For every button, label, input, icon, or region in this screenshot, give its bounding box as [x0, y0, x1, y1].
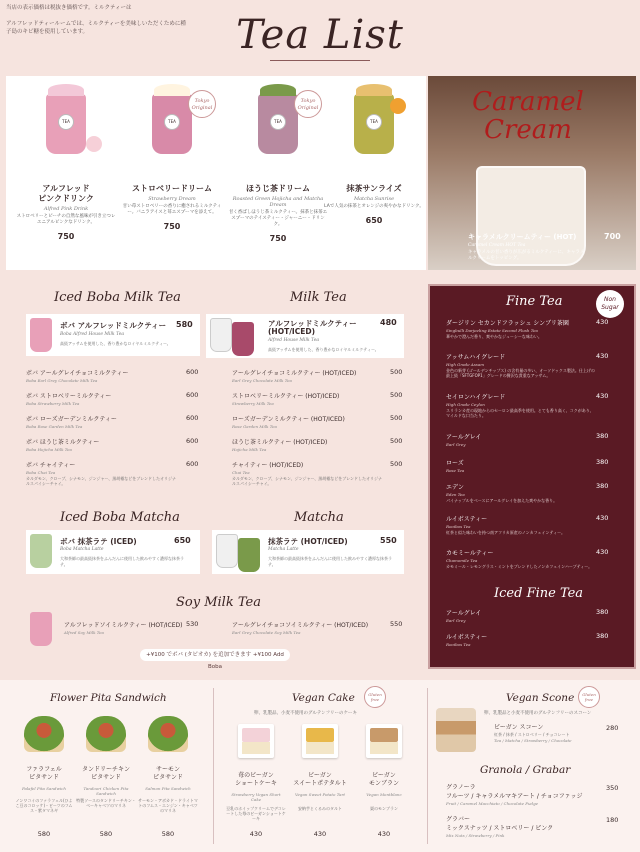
- iced-fine-tea-title: Iced Fine Tea: [494, 586, 584, 601]
- menu-item[interactable]: ほうじ茶ミルクティー (HOT/ICED) Hojicha Milk Tea: [232, 439, 328, 452]
- milk-tea-title: Milk Tea: [290, 290, 347, 305]
- cake-price: 430: [249, 830, 263, 838]
- granola-price: 350: [606, 784, 619, 792]
- featured-en: Alfred House Milk Tea: [268, 338, 320, 343]
- cake-en: Vegan Sweet Potato Tart: [295, 792, 345, 797]
- vegan-scone-title: Vegan Scone: [506, 692, 575, 704]
- fine-tea-item[interactable]: アッサムハイグレード High Grade Assam 金色の新芽 (ゴールデンチップス) の含有量の多い、オーソドックス製法。仕上げの最上級「SFTGFOP1」グレードの贅沢な貴重なアッサム。: [446, 354, 595, 378]
- boba-matcha-featured[interactable]: [26, 530, 200, 574]
- pita-en: Falafel Pita Sandwich: [22, 786, 66, 791]
- iced-boba-matcha-title: Iced Boba Matcha: [60, 510, 180, 525]
- drink-name: ストロベリードリーム: [132, 184, 212, 193]
- gluten-free-badge: Gluten free: [364, 686, 386, 708]
- item-price: 530: [186, 620, 199, 628]
- featured-price: 580: [176, 320, 193, 329]
- item-price: 380: [596, 608, 609, 616]
- pita-name: サーモン ピタサンド: [153, 766, 183, 781]
- soy-milk-title: Soy Milk Tea: [176, 595, 261, 610]
- featured-drink[interactable]: [324, 76, 424, 225]
- drink-cup-image: [30, 318, 52, 352]
- pita-title: Flower Pita Sandwich: [50, 692, 167, 704]
- pita-desc: サーモン・アボカド・ドライトマトのフムス・エンジン・キャベツのマリネ: [138, 798, 198, 813]
- cake-price: 430: [313, 830, 327, 838]
- scone-item[interactable]: ビーガン スコーン 紅茶 / 抹茶 / ストロベリー / チョコレート Tea / Matcha / Strawberry / Chocolate: [494, 724, 572, 743]
- drink-cup-image: [238, 538, 260, 572]
- fine-tea-item[interactable]: アールグレイ Earl Grey: [446, 610, 482, 623]
- menu-item[interactable]: アールグレイチョコソイミルクティー (HOT/ICED) Earl Grey Chocolate Soy Milk Tea: [232, 622, 369, 635]
- cake-image: [238, 724, 274, 758]
- caramel-en: Caramel Cream HOT Tea: [468, 243, 526, 248]
- menu-item[interactable]: アルフレッドソイミルクティー (HOT/ICED) Alfred Soy Milk Tea: [64, 622, 183, 635]
- pita-en: Tandoori Chicken Pita Sandwich: [83, 786, 129, 796]
- item-price: 430: [596, 352, 609, 360]
- drink-desc: ストロベリーとピーチの自然な風味が引き立つレユニアルピンクなドリンク。: [16, 214, 116, 225]
- featured-en: Boba Matcha Latte: [60, 547, 104, 552]
- drink-price: 650: [365, 216, 383, 225]
- vegan-cake-sub: 卵、乳製品、小麦不使用のグルテンフリーのケーキ: [254, 711, 357, 716]
- drink-cup-image: [30, 534, 52, 568]
- drink-cup-image: TEA: [46, 94, 86, 154]
- non-sugar-badge: Non Sugar: [596, 290, 624, 318]
- featured-en: Matcha Latte: [268, 547, 299, 552]
- drink-cup-image: [232, 322, 254, 356]
- drink-en: Matcha Sunrise: [353, 196, 395, 202]
- drink-cup-image: TEA: [152, 94, 192, 154]
- menu-item[interactable]: チャイティー (HOT/ICED) Chai Tea カルダモン、クローブ、シナモン、ジンジャー、黒胡椒などをブレンドしたオリジナルスパイシーチャイ。: [232, 462, 382, 486]
- drink-price: 750: [269, 234, 287, 243]
- drink-cup-image: [210, 318, 232, 352]
- matcha-title: Matcha: [294, 510, 344, 525]
- cake-desc: 栗のモンブラン: [370, 806, 398, 811]
- featured-drink[interactable]: [122, 76, 222, 231]
- featured-drink[interactable]: [16, 76, 116, 241]
- drink-cup-image: [216, 534, 238, 568]
- item-price: 500: [390, 437, 403, 445]
- fine-tea-item[interactable]: ダージリン セカンドフラッシュ シンブリ茶園 Singbulli Darjeeling Estate Second Flush Tea 華やかで澄んだ香り、爽やかなジューシーな味わい。: [446, 320, 569, 339]
- featured-drink[interactable]: [228, 76, 328, 243]
- pita-name: ファラフェル ピタサンド: [26, 766, 62, 781]
- drink-name: ほうじ茶ドリーム: [246, 184, 310, 193]
- iced-boba-title: Iced Boba Milk Tea: [54, 290, 181, 305]
- vegan-cake-column: [214, 680, 426, 852]
- fine-tea-item[interactable]: セイロンハイグレード High Grade Ceylon スリランカ産の現地からのセーロン最高季を使用。とても香り高く、コクがあり、マイルドな口当たり。: [446, 394, 594, 418]
- flower-decoration: [86, 136, 102, 152]
- scone-column: [428, 680, 640, 852]
- fine-tea-title: Fine Tea: [506, 294, 563, 309]
- drink-desc: 甘い苺ストロベリーの香りに癒されるミルクティー。バニラアイスと苺エスプーマを添えて。: [122, 204, 222, 215]
- item-price: 500: [390, 460, 403, 468]
- fine-tea-item[interactable]: ローズ Rose Tea: [446, 460, 465, 473]
- pita-image: [86, 716, 126, 752]
- item-price: 600: [186, 368, 199, 376]
- vegan-scone-sub: 卵、乳製品と小麦不使用のグルテンフリーのスコーン: [484, 711, 592, 716]
- featured-name: ボバ アルフレッドミルクティー: [60, 321, 167, 330]
- pita-en: Salmon Pita Sandwich: [145, 786, 191, 791]
- granola-title: Granola / Grabar: [480, 764, 571, 776]
- fine-tea-panel: [428, 284, 636, 669]
- food-section: [0, 680, 640, 852]
- featured-desc: 高級アッサムを使用した、香り豊かなロイヤルミルクティー。: [268, 347, 379, 352]
- orange-slice-decoration: [390, 98, 406, 114]
- featured-price: 550: [380, 536, 397, 545]
- granola-item[interactable]: グラノーラ フルーツ / キャラメルマキアート / チョコファッジ Fruit / Caramel Macchiato / Chocolate Fudge: [446, 784, 583, 806]
- featured-desc: 高級アッサムを使用した、香り豊かなロイヤルミルクティー。: [60, 341, 171, 346]
- drink-price: 750: [57, 232, 75, 241]
- fine-tea-item[interactable]: ルイボスティー Rooibos Tea: [446, 634, 488, 647]
- pita-desc: 特製ソースのタンドリーチキン・ベーキャベツのマリネ: [76, 798, 136, 808]
- menu-item[interactable]: ボバ ストロベリーミルクティー Boba Strawberry Milk Tea: [26, 393, 112, 406]
- page-title: Tea List: [236, 12, 404, 58]
- cake-en: Strawberry Vegan Short Cake: [231, 792, 281, 802]
- item-price: 500: [390, 368, 403, 376]
- top-note: 当店の表示価格は税抜き価格です。ミルクティーは: [6, 5, 132, 11]
- pita-name: タンドリーチキン ピタサンド: [82, 766, 130, 781]
- item-price: 600: [186, 437, 199, 445]
- tokyo-original-badge: Tokyo Original: [188, 90, 216, 118]
- item-price: 380: [596, 432, 609, 440]
- featured-desc: 大和茶師の最高級抹茶をふんだんに使用した飲みやすく濃厚な抹茶ラテ。: [268, 556, 392, 567]
- caramel-desc: キャラメルの甘い香りが広がるミルクティーに、キャラメルクリームをトッピング。: [468, 250, 585, 261]
- item-price: 380: [596, 458, 609, 466]
- item-price: 430: [596, 514, 609, 522]
- featured-desc: 大和茶師の最高級抹茶をふんだんに使用した飲みやすく濃厚な抹茶ラテ。: [60, 556, 184, 567]
- pita-image: [24, 716, 64, 752]
- item-price: 600: [186, 391, 199, 399]
- iced-boba-featured[interactable]: [26, 314, 200, 356]
- scone-price: 280: [606, 724, 619, 732]
- cake-desc: 安納芋とくるみのタルト: [298, 806, 342, 811]
- featured-name: 抹茶ラテ (HOT/ICED): [268, 537, 348, 546]
- item-price: 380: [596, 482, 609, 490]
- cake-en: Vegan Montblanc: [366, 792, 402, 797]
- add-boba-note: +¥100 でボバ (タピオカ) を追加できます +¥100 Add Boba: [140, 649, 290, 661]
- cake-name: 苺のビーガン ショートケーキ: [235, 772, 277, 787]
- drink-desc: 甘く香ばしほうじ茶ミルクティー。抹茶と抹茶エスプーマのテイスティー・ジャーニー・ドリンク。: [228, 210, 328, 227]
- pita-price: 580: [161, 830, 175, 838]
- drink-en: Strawberry Dream: [148, 196, 196, 202]
- fine-tea-item[interactable]: アールグレイ Earl Grey: [446, 434, 482, 447]
- caramel-price: 700: [604, 232, 621, 241]
- fine-tea-item[interactable]: カモミールティー Chamomile Tea カモミール・レモングラス・ミントをブレンドしたノンカフェインハーブティー。: [446, 550, 593, 569]
- cake-name: ビーガン モンブラン: [368, 772, 399, 787]
- gluten-free-badge: Gluten free: [578, 686, 600, 708]
- drink-desc: LAで人気の抹茶とオレンジの爽やかなドリンク。: [324, 204, 424, 209]
- drink-cup-image: TEA: [258, 94, 298, 154]
- item-price: 550: [390, 620, 403, 628]
- tokyo-original-badge: Tokyo Original: [294, 90, 322, 118]
- featured-name: アルフレッドミルクティー: [268, 319, 357, 328]
- item-price: 500: [390, 414, 403, 422]
- pita-price: 580: [99, 830, 113, 838]
- title-underline: [270, 60, 370, 61]
- matcha-featured[interactable]: [212, 530, 404, 574]
- menu-item[interactable]: ボバ ローズガーデンミルクティー Boba Rose Garden Milk Tea: [26, 416, 117, 429]
- pita-image: [148, 716, 188, 752]
- item-price: 430: [596, 392, 609, 400]
- drink-cup-image: TEA: [354, 94, 394, 154]
- drink-en: Alfred Pink Drink: [43, 206, 89, 212]
- menu-item[interactable]: ボバ ほうじ茶ミルクティー Boba Hojicha Milk Tea: [26, 439, 100, 452]
- featured-sub: (HOT/ICED): [268, 327, 316, 336]
- item-price: 430: [596, 318, 609, 326]
- granola-price: 180: [606, 816, 619, 824]
- drink-name: 抹茶サンライズ: [346, 184, 402, 193]
- caramel-title: Caramel Cream: [472, 87, 584, 145]
- featured-name: ボバ 抹茶ラテ (ICED): [60, 537, 137, 546]
- cake-name: ビーガン スイートポテタルト: [293, 772, 347, 787]
- featured-price: 650: [174, 536, 191, 545]
- drink-en: Roasted Green Hojicha and Matcha Dream: [232, 196, 324, 208]
- drink-cup-image: [30, 612, 52, 646]
- menu-item[interactable]: アールグレイチョコミルクティー (HOT/ICED) Earl Grey Chocolate Milk Tea: [232, 370, 357, 383]
- menu-item[interactable]: ストロベリーミルクティー (HOT/ICED) Strawberry Milk Tea: [232, 393, 340, 406]
- featured-price: 480: [380, 318, 397, 327]
- pita-column: [0, 680, 212, 852]
- granola-item[interactable]: グラバー ミックスナッツ / ストロベリー / ピンク Mix Nuts / Strawberry / Pink: [446, 816, 554, 838]
- vegan-cake-title: Vegan Cake: [292, 692, 355, 704]
- scone-image: [436, 708, 476, 752]
- menu-item[interactable]: ボバ アールグレイチョコミルクティー Boba Earl Grey Chocolate Milk Tea: [26, 370, 129, 383]
- drink-name: アルフレッド ピンクドリンク: [38, 184, 94, 203]
- item-price: 430: [596, 548, 609, 556]
- pita-price: 580: [37, 830, 51, 838]
- item-price: 600: [186, 414, 199, 422]
- item-price: 380: [596, 632, 609, 640]
- caramel-cream-panel[interactable]: [428, 76, 636, 270]
- cake-desc: 豆乳のホイップクリームでデコレートした苺のビーガンショートケーキ: [226, 806, 286, 821]
- fine-tea-item[interactable]: エデン Eden Tea パイナップルをベースにアールグレイを加えた爽やかな香り。: [446, 484, 558, 503]
- caramel-name: キャラメルクリームティー (HOT): [468, 233, 577, 241]
- drink-price: 750: [163, 222, 181, 231]
- cake-price: 430: [377, 830, 391, 838]
- cake-image: [366, 724, 402, 758]
- menu-item[interactable]: ボバ チャイティー Boba Chai Tea カルダモン、クローブ、シナモン、ジンジャー、黒胡椒などをブレンドしたオリジナルスパイシーチャイ。: [26, 462, 176, 486]
- featured-drinks-panel: [6, 76, 426, 270]
- item-price: 600: [186, 460, 199, 468]
- fine-tea-item[interactable]: ルイボスティー Rooibos Tea 紅茶と似た味わいを持つ南アフリカ原産のノンカフェインティー。: [446, 516, 565, 535]
- intro-text: アルフレッドティールームでは、ミルクティーを美味しいただくために種子島のキビ糖を使用しています。: [6, 21, 186, 35]
- item-price: 500: [390, 391, 403, 399]
- menu-item[interactable]: ローズガーデンミルクティー (HOT/ICED) Rose Garden Milk Tea: [232, 416, 345, 429]
- featured-en: Boba Alfred House Milk Tea: [60, 332, 125, 337]
- cake-image: [302, 724, 338, 758]
- milk-tea-featured[interactable]: [206, 314, 404, 358]
- pita-desc: ノンワコイのファラフェル(ひよこ豆のコロッケ)・ビーツのフムス・紫タマネギ: [15, 798, 73, 813]
